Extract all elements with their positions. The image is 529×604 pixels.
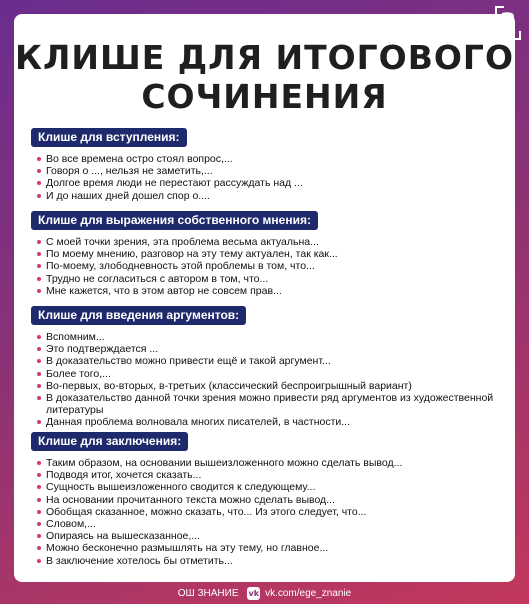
list-item: Мне кажется, что в этом автор не совсем прав... <box>37 285 501 297</box>
list-item: С моей точки зрения, эта проблема весьма актуальна... <box>37 236 501 248</box>
list-item: Можно бесконечно размышлять на эту тему, но главное... <box>37 542 501 554</box>
list-item: Подводя итог, хочется сказать... <box>37 469 501 481</box>
list-item: По-моему, злободневность этой проблемы в том, что... <box>37 260 501 272</box>
section-heading: Клише для вступления: <box>31 128 187 147</box>
list-item: Это подтверждается ... <box>37 343 501 355</box>
list-item: Вспомним... <box>37 331 501 343</box>
list-item: Трудно не согласиться с автором в том, что... <box>37 273 501 285</box>
list-item: Опираясь на вышесказанное,... <box>37 530 501 542</box>
list-item: Обобщая сказанное, можно сказать, что... Из этого следует, что... <box>37 506 501 518</box>
page-title <box>14 38 515 116</box>
list-item: В доказательство можно привести ещё и такой аргумент... <box>37 355 501 367</box>
section-heading: Клише для введения аргументов: <box>31 306 246 325</box>
list-item: Во все времена остро стоял вопрос,... <box>37 153 501 165</box>
list-item: Долгое время люди не перестают рассуждать над ... <box>37 177 501 189</box>
footer-brand: ОШ ЗНАНИЕ <box>177 588 239 599</box>
section-heading: Клише для заключения: <box>31 432 188 451</box>
vk-logo-icon: vk <box>248 588 260 598</box>
list-item: Во-первых, во-вторых, в-третьих (классический беспроигрышный вариант) <box>37 380 501 392</box>
footer <box>0 587 529 601</box>
list-item: Сущность вышеизложенного сводится к следующему... <box>37 481 501 493</box>
cliche-list <box>31 153 501 202</box>
list-item: По моему мнению, разговор на эту тему актуален, так как... <box>37 248 501 260</box>
list-item: Говоря о ..., нельзя не заметить,... <box>37 165 501 177</box>
list-item: Таким образом, на основании вышеизложенного можно сделать вывод... <box>37 457 501 469</box>
section-conclusion <box>31 432 501 567</box>
footer-link[interactable]: vk.com/ege_znanie <box>265 588 352 599</box>
section-heading: Клише для выражения собственного мнения: <box>31 211 318 230</box>
content-card <box>14 14 515 582</box>
list-item: Более того,... <box>37 368 501 380</box>
section-intro <box>31 128 501 202</box>
title-line-1: КЛИШЕ ДЛЯ ИТОГОВОГО <box>14 38 515 77</box>
cliche-list <box>31 236 501 297</box>
list-item: В заключение хотелось бы отметить... <box>37 555 501 567</box>
list-item: Данная проблема волновала многих писателей, в частности... <box>37 416 501 428</box>
list-item: Словом,... <box>37 518 501 530</box>
list-item: На основании прочитанного текста можно сделать вывод... <box>37 494 501 506</box>
cliche-list <box>31 331 501 429</box>
section-opinion <box>31 211 501 297</box>
cliche-list <box>31 457 501 567</box>
section-arguments <box>31 306 501 429</box>
list-item: В доказательство данной точки зрения можно привести ряд аргументов из художественной литературы <box>37 392 501 416</box>
list-item: И до наших дней дошел спор о.... <box>37 190 501 202</box>
title-line-2: СОЧИНЕНИЯ <box>141 77 388 116</box>
